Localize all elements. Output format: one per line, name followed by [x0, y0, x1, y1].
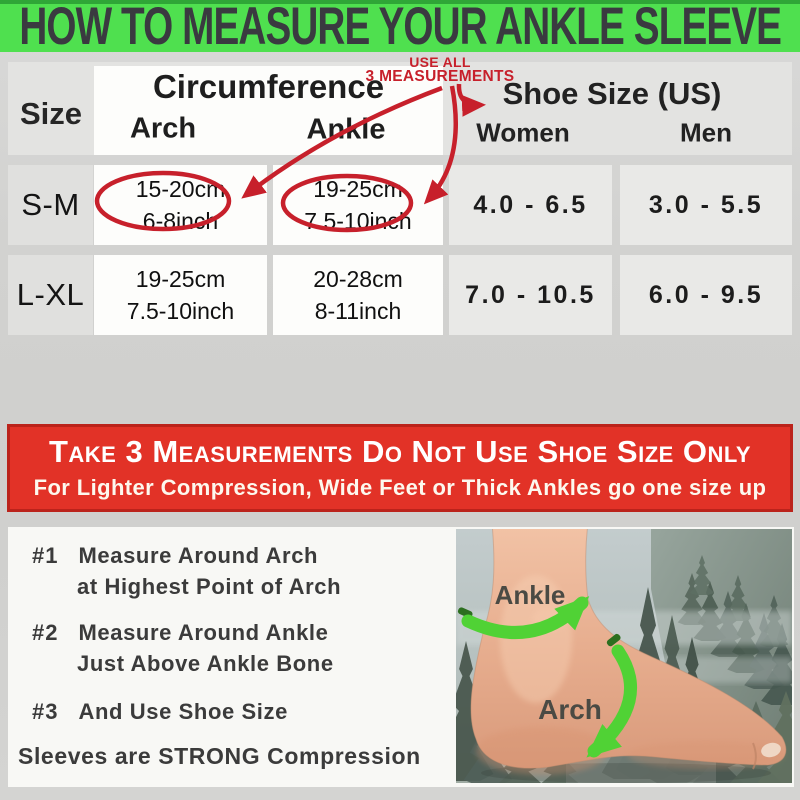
size-cell: L-XL: [8, 255, 93, 335]
compression-note: Sleeves are STRONG Compression: [18, 743, 421, 769]
shoe-size-header: Shoe Size (US): [502, 76, 722, 111]
warning-headline: Take 3 Measurements Do Not Use Shoe Size Only: [48, 434, 752, 469]
three-measurements-note: 3 MEASUREMENTS: [365, 68, 515, 85]
arch-photo-label: Arch: [538, 694, 602, 725]
men-column-header: Men: [680, 117, 732, 148]
instruction-1: #1 Measure Around Arch: [32, 543, 319, 568]
ankle-photo-label: Ankle: [494, 580, 566, 610]
instruction-2: #2 Measure Around Ankle: [32, 620, 329, 645]
ankle-cell: 20-28cm 8-11inch: [273, 255, 443, 335]
circumference-header: Circumference: [152, 68, 385, 105]
women-column-header: Women: [476, 117, 570, 148]
ankle-cell: 19-25cm 7.5-10inch: [273, 165, 443, 245]
arch-column-header: Arch: [129, 112, 197, 145]
use-all-note: USE ALL: [409, 54, 471, 70]
sole-shading: [628, 741, 784, 769]
women-cell: 7.0 - 10.5: [449, 255, 612, 335]
title-banner: [0, 0, 800, 56]
men-cell: 3.0 - 5.5: [620, 165, 792, 245]
foot-measurement-photo: [456, 529, 792, 783]
instruction-2-line2: Just Above Ankle Bone: [77, 651, 334, 676]
size-cell: S-M: [8, 165, 93, 245]
size-column-header: Size: [19, 96, 83, 131]
warning-banner: [7, 424, 793, 512]
women-cell: 4.0 - 6.5: [449, 165, 612, 245]
arch-cell: 19-25cm 7.5-10inch: [94, 255, 267, 335]
warning-subline: For Lighter Compression, Wide Feet or Thick Ankles go one size up: [33, 475, 767, 500]
page-title: HOW TO MEASURE YOUR ANKLE SLEEVE: [19, 0, 781, 56]
instruction-1-line2: at Highest Point of Arch: [77, 574, 342, 599]
instructions-panel: [8, 527, 794, 787]
instruction-3: #3 And Use Shoe Size: [32, 699, 288, 724]
arch-cell: 15-20cm 6-8inch: [94, 165, 267, 245]
ankle-column-header: Ankle: [306, 113, 386, 146]
men-cell: 6.0 - 9.5: [620, 255, 792, 335]
